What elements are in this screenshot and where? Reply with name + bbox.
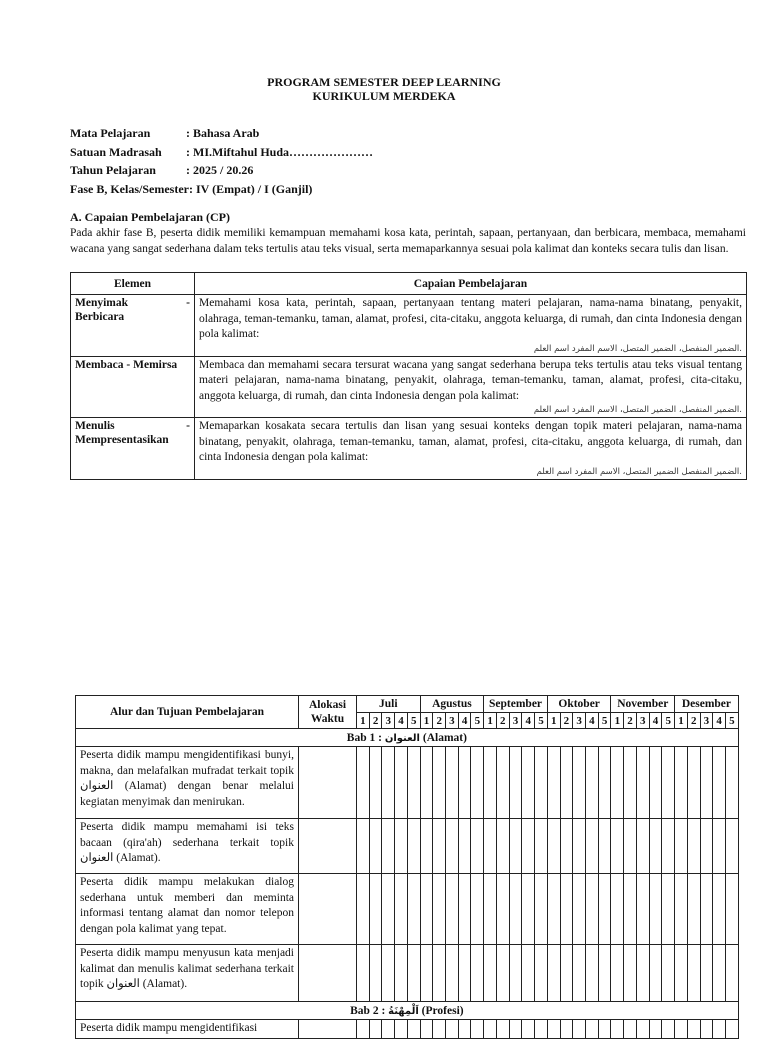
cp-desc: Membaca dan memahami secara tersurat wacana yang sangat sederhana berupa teks tertulis atau teks visual tentang materi pelajaran, nama-nama binatang, penyakit, olahraga, teman-temanku, taman, alamat, profesi, cita-citaku, anggota keluarga, di rumah, dan cinta Indonesia dengan pola kalimat: .الضمير المنفصل، الضمير المتصل، الاسم المفرد اسم العلم: [195, 356, 747, 418]
week-cell: [382, 874, 395, 945]
cp-col-capaian: Capaian Pembelajaran: [195, 273, 747, 295]
week-header: 2: [369, 713, 382, 729]
week-cell: [700, 945, 713, 1002]
week-header: 4: [586, 713, 599, 729]
week-cell: [687, 819, 700, 874]
week-cell: [433, 874, 446, 945]
cp-text: Pada akhir fase B, peserta didik memiliki kemampuan memahami kosa kata, perintah, sapaan, pertanyaan, dan berbicara, membaca, memahami wacana yang sangat sederhana dalam teks tertulis atau teks visual, serta memaparkannya sesuai pola kalimat dan konteks secara tulis dan lisan.: [70, 227, 746, 255]
week-cell: [420, 819, 433, 874]
week-cell: [547, 1020, 560, 1039]
week-header: 2: [433, 713, 446, 729]
week-cell: [535, 1020, 548, 1039]
week-cell: [649, 945, 662, 1002]
week-cell: [484, 819, 497, 874]
week-cell: [713, 747, 726, 819]
week-header: 5: [535, 713, 548, 729]
cp-table: [70, 272, 747, 480]
week-cell: [420, 747, 433, 819]
bab-heading: Bab 2 : اَلْمِهْنَةُ (Profesi): [76, 1002, 739, 1020]
week-cell: [535, 747, 548, 819]
week-cell: [726, 945, 739, 1002]
week-cell: [446, 819, 459, 874]
week-header: 1: [547, 713, 560, 729]
week-cell: [611, 1020, 624, 1039]
week-cell: [573, 819, 586, 874]
week-cell: [509, 747, 522, 819]
cp-elemen: Menulis - Mempresentasikan: [71, 418, 195, 480]
week-header: 3: [446, 713, 459, 729]
cp-row: [71, 418, 747, 480]
week-cell: [496, 874, 509, 945]
week-cell: [675, 874, 688, 945]
week-cell: [522, 747, 535, 819]
week-cell: [357, 874, 370, 945]
cp-heading: A. Capaian Pembelajaran (CP): [70, 210, 230, 224]
atp-row: [76, 819, 739, 874]
week-cell: [433, 819, 446, 874]
week-cell: [598, 1020, 611, 1039]
week-cell: [446, 874, 459, 945]
week-cell: [509, 945, 522, 1002]
week-cell: [636, 747, 649, 819]
alokasi-cell: [299, 747, 357, 819]
week-cell: [624, 874, 637, 945]
week-cell: [687, 1020, 700, 1039]
week-cell: [560, 945, 573, 1002]
week-cell: [598, 819, 611, 874]
week-cell: [713, 819, 726, 874]
month-header: Agustus: [420, 696, 484, 713]
month-header: Oktober: [547, 696, 611, 713]
week-cell: [395, 874, 408, 945]
week-header: 4: [395, 713, 408, 729]
week-header: 1: [357, 713, 370, 729]
week-header: 2: [624, 713, 637, 729]
week-cell: [713, 1020, 726, 1039]
identity-row: Satuan Madrasah : MI.Miftahul Huda…………………: [70, 144, 374, 159]
week-cell: [446, 747, 459, 819]
title-line-2: KURIKULUM MERDEKA: [312, 89, 456, 103]
week-cell: [687, 747, 700, 819]
bab-heading-row: [76, 1002, 739, 1020]
alokasi-cell: [299, 819, 357, 874]
week-header: 4: [522, 713, 535, 729]
week-cell: [560, 874, 573, 945]
week-cell: [726, 1020, 739, 1039]
week-cell: [611, 819, 624, 874]
week-header: 5: [662, 713, 675, 729]
week-cell: [496, 945, 509, 1002]
week-header: 5: [407, 713, 420, 729]
week-cell: [649, 1020, 662, 1039]
week-cell: [662, 945, 675, 1002]
week-cell: [662, 819, 675, 874]
week-cell: [446, 1020, 459, 1039]
week-cell: [726, 874, 739, 945]
week-cell: [547, 747, 560, 819]
week-cell: [395, 945, 408, 1002]
week-cell: [420, 945, 433, 1002]
week-cell: [586, 819, 599, 874]
week-cell: [496, 1020, 509, 1039]
week-cell: [369, 874, 382, 945]
month-header: September: [484, 696, 548, 713]
week-cell: [357, 1020, 370, 1039]
week-cell: [675, 945, 688, 1002]
atp-row: [76, 874, 739, 945]
alokasi-cell: [299, 945, 357, 1002]
identity-row: Mata Pelajaran : Bahasa Arab: [70, 126, 260, 140]
week-cell: [573, 945, 586, 1002]
week-cell: [535, 945, 548, 1002]
week-cell: [662, 874, 675, 945]
week-cell: [395, 747, 408, 819]
week-cell: [433, 747, 446, 819]
week-cell: [433, 1020, 446, 1039]
week-cell: [624, 747, 637, 819]
week-cell: [611, 945, 624, 1002]
week-cell: [496, 819, 509, 874]
week-cell: [636, 1020, 649, 1039]
week-cell: [598, 747, 611, 819]
week-cell: [471, 819, 484, 874]
week-cell: [700, 874, 713, 945]
week-cell: [586, 874, 599, 945]
week-cell: [636, 945, 649, 1002]
col-alokasi: Alokasi Waktu: [299, 696, 357, 729]
week-header: 5: [726, 713, 739, 729]
week-cell: [420, 874, 433, 945]
atp-text: Peserta didik mampu mengidentifikasi bunyi, makna, dan melafalkan mufradat terkait topik العنوان (Alamat) dengan benar melalui kegiatan menyimak dan menirukan.: [76, 747, 299, 819]
week-cell: [675, 819, 688, 874]
week-cell: [547, 945, 560, 1002]
week-header: 3: [509, 713, 522, 729]
week-header: 3: [700, 713, 713, 729]
week-cell: [560, 1020, 573, 1039]
week-cell: [573, 747, 586, 819]
week-cell: [407, 874, 420, 945]
week-cell: [713, 945, 726, 1002]
week-cell: [700, 747, 713, 819]
week-cell: [573, 1020, 586, 1039]
week-cell: [484, 945, 497, 1002]
week-cell: [395, 1020, 408, 1039]
week-cell: [382, 945, 395, 1002]
week-cell: [458, 1020, 471, 1039]
cp-row: [71, 356, 747, 418]
week-header: 2: [560, 713, 573, 729]
week-cell: [547, 819, 560, 874]
week-cell: [471, 874, 484, 945]
week-cell: [458, 819, 471, 874]
week-cell: [509, 874, 522, 945]
week-header: 1: [675, 713, 688, 729]
cp-elemen: Menyimak - Berbicara: [71, 295, 195, 357]
week-header: 3: [636, 713, 649, 729]
week-cell: [369, 819, 382, 874]
atp-row: [76, 945, 739, 1002]
week-cell: [586, 1020, 599, 1039]
cp-row: [71, 295, 747, 357]
week-cell: [522, 945, 535, 1002]
week-cell: [496, 747, 509, 819]
week-cell: [395, 819, 408, 874]
week-cell: [535, 819, 548, 874]
week-header: 1: [420, 713, 433, 729]
week-cell: [611, 874, 624, 945]
document-title: [0, 75, 768, 103]
week-cell: [458, 874, 471, 945]
week-cell: [662, 747, 675, 819]
week-header: 3: [382, 713, 395, 729]
week-cell: [560, 747, 573, 819]
cp-desc: Memaparkan kosakata secara tertulis dan lisan yang sesuai konteks dengan topik materi pelajaran, nama-nama binatang, penyakit, olahraga, teman-temanku, taman, alamat, profesi, cita-citaku, anggota keluarga, di rumah, dan cinta Indonesia dengan pola kalimat: .الضمير المنفصل الضمير المتصل، الاسم المفرد اسم العلم: [195, 418, 747, 480]
week-cell: [357, 747, 370, 819]
week-cell: [369, 945, 382, 1002]
week-cell: [357, 819, 370, 874]
week-cell: [535, 874, 548, 945]
week-cell: [624, 819, 637, 874]
title-line-1: PROGRAM SEMESTER DEEP LEARNING: [267, 75, 501, 89]
alokasi-cell: [299, 1020, 357, 1039]
identity-block: [70, 124, 373, 198]
cp-elemen: Membaca - Memirsa: [71, 356, 195, 418]
week-cell: [649, 747, 662, 819]
atp-row: [76, 1020, 739, 1039]
week-cell: [484, 1020, 497, 1039]
week-cell: [726, 819, 739, 874]
week-header: 2: [496, 713, 509, 729]
week-cell: [649, 874, 662, 945]
week-cell: [382, 1020, 395, 1039]
atp-text: Peserta didik mampu menyusun kata menjadi kalimat dan menulis kalimat sederhana terkait topik العنوان (Alamat).: [76, 945, 299, 1002]
cp-desc: Memahami kosa kata, perintah, sapaan, pertanyaan tentang materi pelajaran, nama-nama binatang, penyakit, olahraga, teman-temanku, taman, alamat, profesi, cita-citaku, anggota keluarga, di rumah, dan cinta Indonesia dengan pola kalimat: .الضمير المنفصل، الضمير المتصل، الاسم المفرد اسم العلم: [195, 295, 747, 357]
week-cell: [471, 747, 484, 819]
week-header: 1: [611, 713, 624, 729]
week-cell: [509, 1020, 522, 1039]
week-cell: [369, 1020, 382, 1039]
month-header: November: [611, 696, 675, 713]
week-cell: [446, 945, 459, 1002]
week-cell: [675, 1020, 688, 1039]
week-cell: [636, 819, 649, 874]
week-cell: [407, 945, 420, 1002]
week-cell: [713, 874, 726, 945]
week-cell: [573, 874, 586, 945]
week-cell: [598, 874, 611, 945]
week-header: 1: [484, 713, 497, 729]
semester-table: [75, 695, 739, 1039]
week-cell: [471, 945, 484, 1002]
week-header: 4: [713, 713, 726, 729]
week-cell: [547, 874, 560, 945]
week-cell: [458, 945, 471, 1002]
week-header: 4: [458, 713, 471, 729]
week-cell: [675, 747, 688, 819]
week-cell: [509, 819, 522, 874]
atp-row: [76, 747, 739, 819]
week-cell: [407, 747, 420, 819]
atp-text: Peserta didik mampu mengidentifikasi: [76, 1020, 299, 1039]
atp-text: Peserta didik mampu melakukan dialog sederhana untuk memberi dan meminta informasi tentang alamat dan nomor telepon dengan pola kalimat yang tepat.: [76, 874, 299, 945]
week-cell: [662, 1020, 675, 1039]
week-cell: [687, 874, 700, 945]
week-cell: [624, 945, 637, 1002]
week-cell: [357, 945, 370, 1002]
week-cell: [598, 945, 611, 1002]
week-cell: [407, 819, 420, 874]
week-cell: [649, 819, 662, 874]
identity-row: Tahun Pelajaran : 2025 / 20.26: [70, 163, 254, 177]
cp-col-elemen: Elemen: [71, 273, 195, 295]
week-cell: [522, 819, 535, 874]
week-cell: [636, 874, 649, 945]
identity-row: Fase B, Kelas/Semester: IV (Empat) / I (Ganjil): [70, 181, 313, 196]
week-cell: [700, 1020, 713, 1039]
bab-heading-row: [76, 729, 739, 747]
week-cell: [382, 819, 395, 874]
week-cell: [522, 1020, 535, 1039]
week-header: 3: [573, 713, 586, 729]
week-header: 5: [471, 713, 484, 729]
bab-heading: Bab 1 : العنوان (Alamat): [76, 729, 739, 747]
week-cell: [624, 1020, 637, 1039]
col-atp: Alur dan Tujuan Pembelajaran: [76, 696, 299, 729]
week-cell: [458, 747, 471, 819]
week-cell: [369, 747, 382, 819]
week-cell: [611, 747, 624, 819]
week-cell: [484, 874, 497, 945]
week-cell: [586, 945, 599, 1002]
week-cell: [433, 945, 446, 1002]
week-cell: [484, 747, 497, 819]
week-header: 4: [649, 713, 662, 729]
week-cell: [700, 819, 713, 874]
week-cell: [726, 747, 739, 819]
week-cell: [560, 819, 573, 874]
month-header: Desember: [675, 696, 739, 713]
atp-text: Peserta didik mampu memahami isi teks bacaan (qira'ah) sederhana terkait topik العنوان (Alamat).: [76, 819, 299, 874]
week-cell: [586, 747, 599, 819]
week-header: 2: [687, 713, 700, 729]
month-header: Juli: [357, 696, 421, 713]
week-header: 5: [598, 713, 611, 729]
alokasi-cell: [299, 874, 357, 945]
week-cell: [407, 1020, 420, 1039]
week-cell: [471, 1020, 484, 1039]
week-cell: [382, 747, 395, 819]
week-cell: [687, 945, 700, 1002]
week-cell: [522, 874, 535, 945]
week-cell: [420, 1020, 433, 1039]
